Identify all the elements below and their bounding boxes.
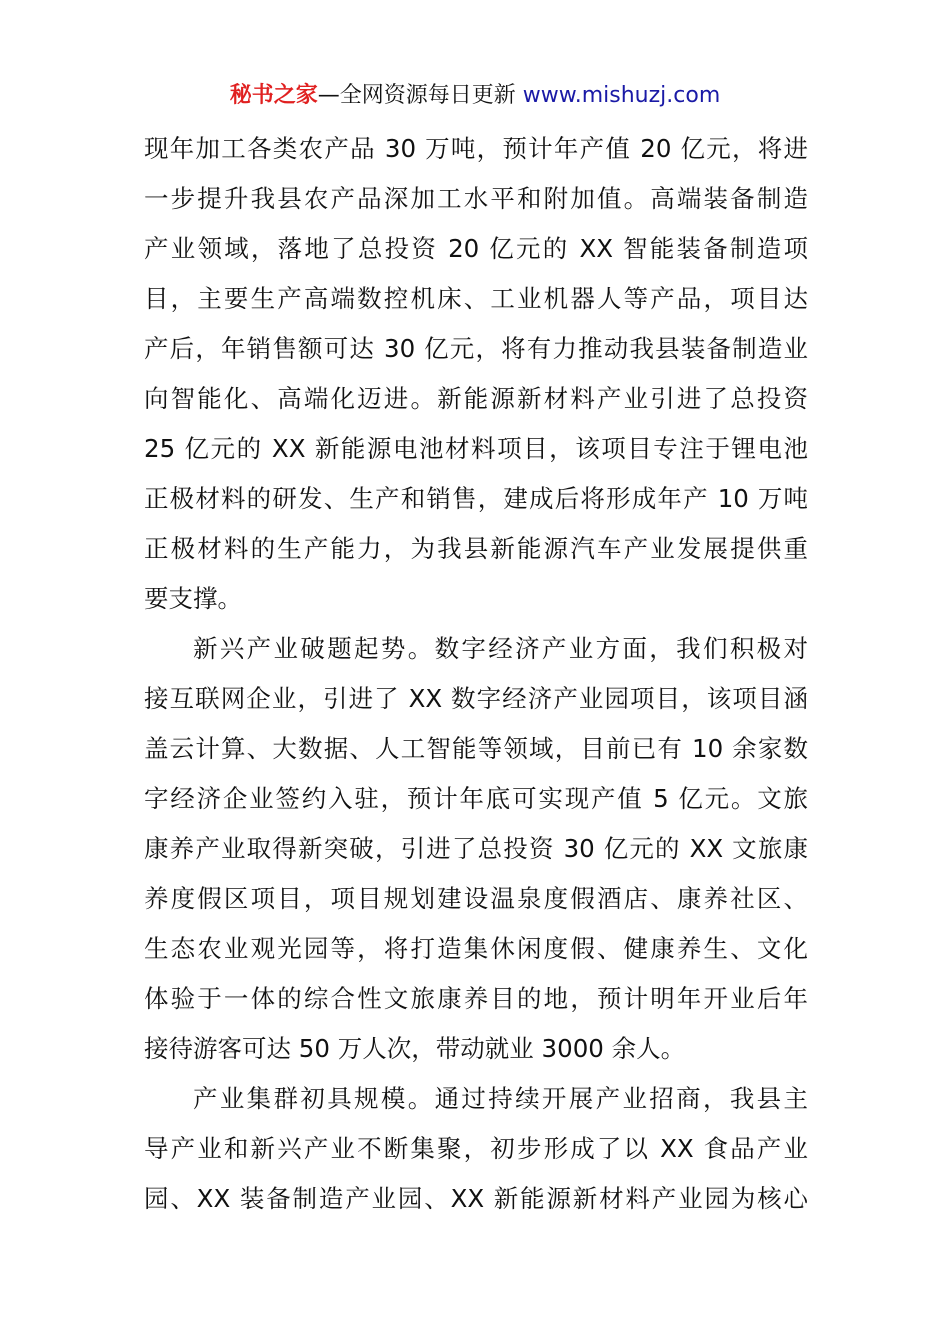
text-line: 正极材料的生产能力，为我县新能源汽车产业发展提供重 [144,534,808,563]
text-line: 正极材料的研发、生产和销售，建成后将形成年产 10 万吨 [144,484,808,513]
text-line: 向智能化、高端化迈进。新能源新材料产业引进了总投资 [144,384,808,413]
text-line: 养度假区项目，项目规划建设温泉度假酒店、康养社区、 [144,884,808,913]
text-line: 园、XX 装备制造产业园、XX 新能源新材料产业园为核心 [144,1184,808,1213]
paragraph-2 [144,624,808,1074]
paragraph-3 [144,1074,808,1224]
text-line: 要支撑。 [144,584,242,613]
brand-name: 秘书之家 [229,83,318,108]
text-line: 导产业和新兴产业不断集聚，初步形成了以 XX 食品产业 [144,1134,808,1163]
text-line: 接待游客可达 50 万人次，带动就业 3000 余人。 [144,1034,686,1063]
text-line: 产后，年销售额可达 30 亿元，将有力推动我县装备制造业 [144,334,808,363]
text-line: 产业集群初具规模。通过持续开展产业招商，我县主 [193,1084,808,1113]
text-line: 盖云计算、大数据、人工智能等领域，目前已有 10 余家数 [144,734,808,763]
text-line: 目，主要生产高端数控机床、工业机器人等产品，项目达 [144,284,808,313]
text-line: 产业领域，落地了总投资 20 亿元的 XX 智能装备制造项 [144,234,808,263]
page-header [0,80,950,112]
paragraph-1 [144,124,808,624]
text-line: 字经济企业签约入驻，预计年底可实现产值 5 亿元。文旅 [144,784,808,813]
text-line: 康养产业取得新突破，引进了总投资 30 亿元的 XX 文旅康 [144,834,808,863]
text-line: 新兴产业破题起势。数字经济产业方面，我们积极对 [193,634,808,663]
document-body [144,124,808,1224]
site-url-link[interactable]: www.mishuzj.com [522,83,721,108]
text-line: 25 亿元的 XX 新能源电池材料项目，该项目专注于锂电池 [144,434,808,463]
text-line: 现年加工各类农产品 30 万吨，预计年产值 20 亿元，将进 [144,134,808,163]
text-line: 生态农业观光园等，将打造集休闲度假、健康养生、文化 [144,934,808,963]
header-slogan: —全网资源每日更新 [317,83,516,108]
text-line: 体验于一体的综合性文旅康养目的地，预计明年开业后年 [144,984,808,1013]
text-line: 接互联网企业，引进了 XX 数字经济产业园项目，该项目涵 [144,684,808,713]
text-line: 一步提升我县农产品深加工水平和附加值。高端装备制造 [144,184,808,213]
